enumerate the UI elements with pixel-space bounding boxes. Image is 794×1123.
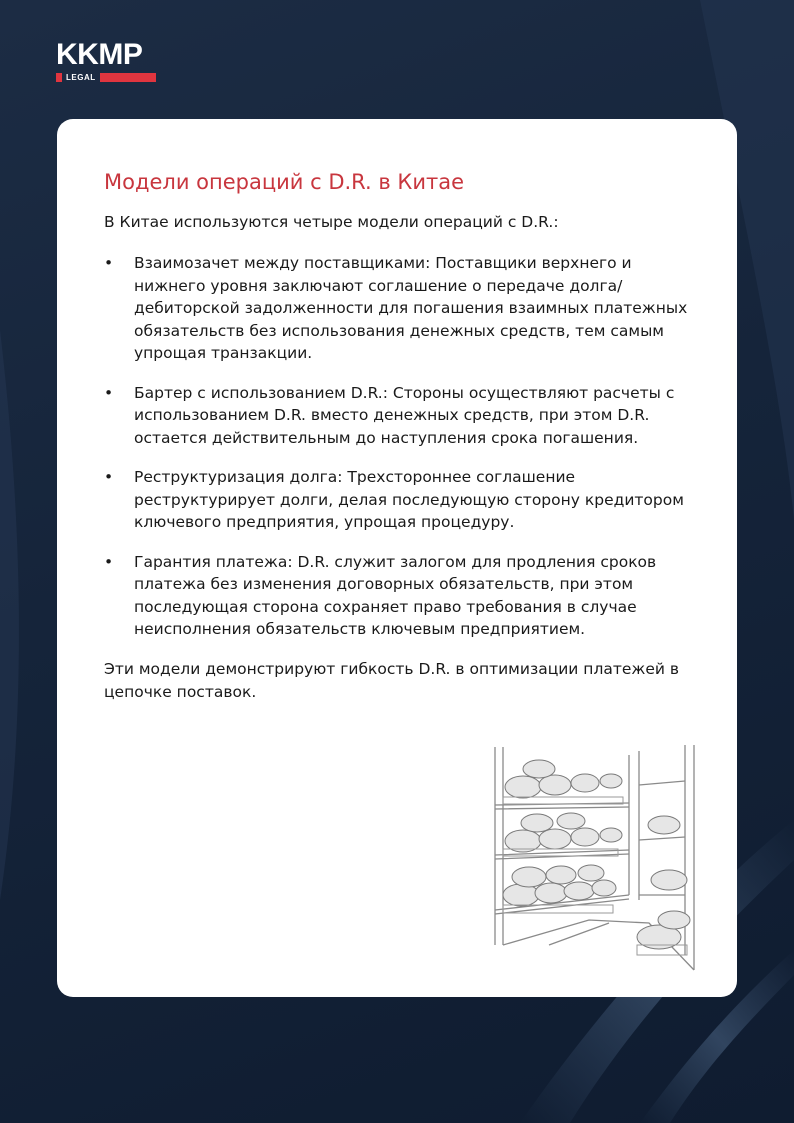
bullet: • [104, 552, 114, 571]
list-item [104, 466, 694, 534]
warehouse-shelves-illustration-icon [489, 745, 714, 975]
list-item-text: Бартер с использованием D.R.: Стороны осуществляют расчеты с использованием D.R. вместо денежных средств, при этом D.R. остается действительным до наступления срока погашения. [134, 383, 675, 447]
list-item [104, 551, 694, 641]
list-item [104, 252, 694, 365]
intro-text: В Китае используются четыре модели операций с D.R.: [104, 213, 559, 231]
list-item-text: Взаимозачет между поставщиками: Поставщики верхнего и нижнего уровня заключают соглашение о передаче долга/дебиторской задолженности для погашения взаимных платежных обязательств без использования денежных средств, тем самым упрощая транзакции. [134, 254, 688, 362]
models-list [104, 252, 694, 641]
logo-red-square [56, 73, 62, 82]
bullet: • [104, 383, 114, 402]
content-card [57, 119, 737, 997]
logo-red-line [100, 73, 156, 82]
card-content [104, 169, 694, 704]
list-item-text: Гарантия платежа: D.R. служит залогом для продления сроков платежа без изменения договорных обязательств, при этом последующая сторона сохраняет право требования в случае неисполнения обязательств ключевым предприятием. [134, 552, 657, 638]
company-logo [56, 40, 156, 82]
list-item [104, 382, 694, 450]
list-item-text: Реструктуризация долга: Трехстороннее соглашение реструктурирует долги, делая последующую сторону кредитором ключевого предприятия, упрощая процедуру. [134, 468, 684, 531]
logo-wordmark: KKMP [56, 38, 143, 71]
bullet: • [104, 468, 114, 486]
page-title: Модели операций с D.R. в Китае [104, 170, 465, 194]
logo-bar [56, 73, 156, 82]
conclusion-text: Эти модели демонстрируют гибкость D.R. в оптимизации платежей в цепочке поставок. [104, 659, 680, 701]
bullet: • [104, 254, 114, 272]
logo-subtitle: LEGAL [66, 73, 96, 82]
